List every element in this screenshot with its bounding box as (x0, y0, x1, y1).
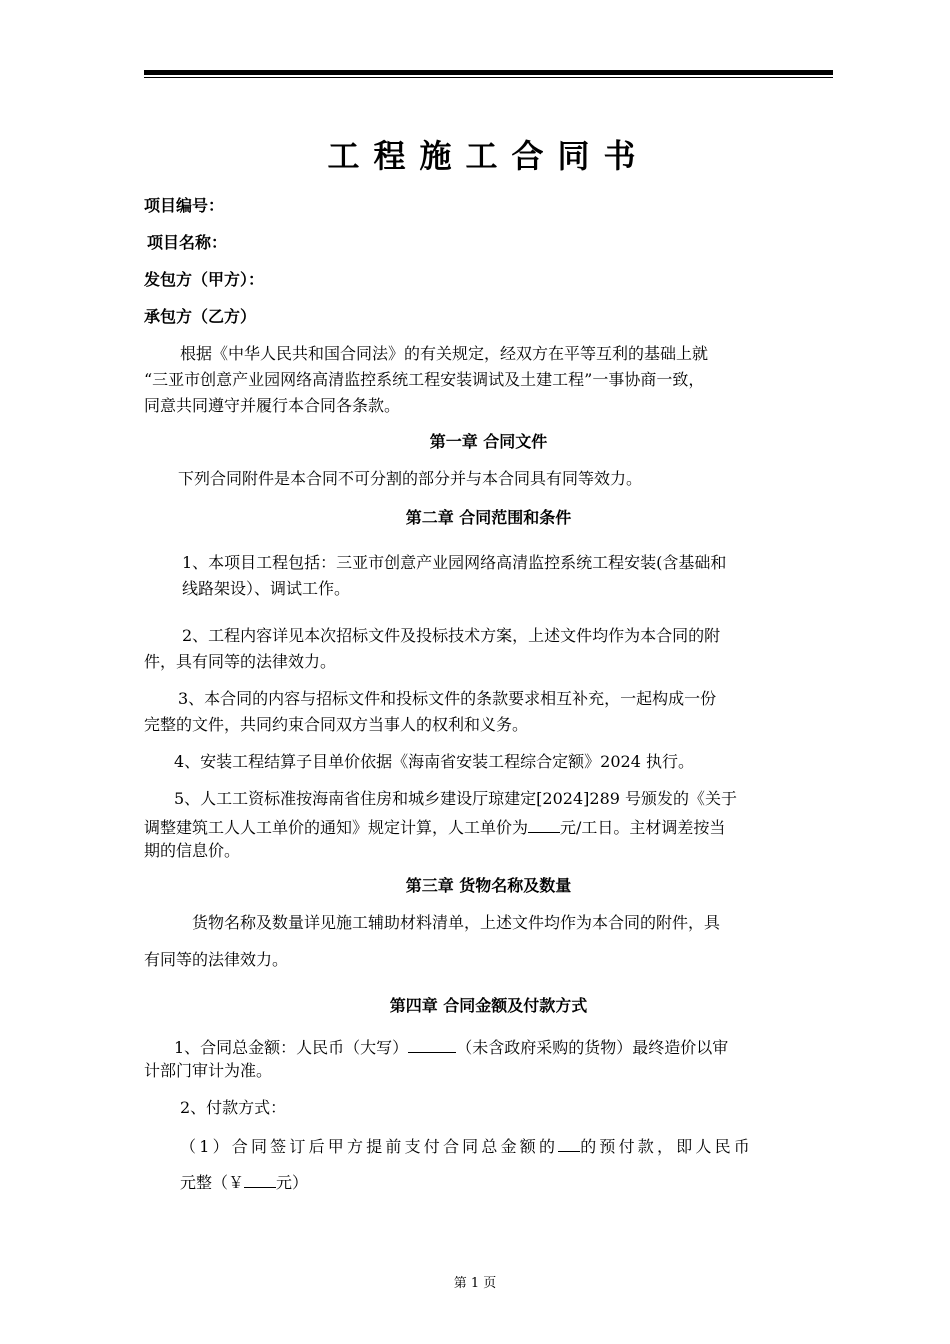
field-party-a: 发包方（甲方）： (144, 270, 265, 289)
document-title: 工程施工合同书 (327, 137, 650, 175)
ch4-sub-1-part-a: （1）合同签订后甲方提前支付合同总金额的 (180, 1137, 559, 1156)
field-project-no: 项目编号： (144, 196, 225, 215)
ch2-item-4: 4、安装工程结算子目单价依据《海南省安装工程综合定额》2024 执行。 (174, 752, 694, 771)
ch4-item-2: 2、付款方式： (180, 1098, 287, 1117)
ch2-item-5-line-2-part-a: 调整建筑工人人工单价的通知》规定计算，人工单价为 (144, 818, 529, 837)
ch4-sub-1-part-b: 的预付款，即人民币 (580, 1137, 753, 1156)
ch3-line-1: 货物名称及数量详见施工辅助材料清单，上述文件均作为本合同的附件，具 (192, 913, 721, 932)
advance-percent-blank (558, 1134, 580, 1152)
intro-line-3: 同意共同遵守并履行本合同各条款。 (144, 396, 401, 415)
advance-amount-blank (244, 1170, 276, 1188)
ch4-item-1-line-1 (174, 1035, 728, 1058)
ch2-item-1-line-2: 线路架设）、调试工作。 (182, 579, 351, 598)
ch2-item-2-line-2: 件，具有同等的法律效力。 (144, 652, 337, 671)
ch2-item-5-line-1: 5、人工工资标准按海南省住房和城乡建设厅琼建定[2024]289 号颁发的《关于 (174, 789, 738, 808)
chapter-3-heading: 第三章 货物名称及数量 (405, 876, 572, 895)
ch2-item-5-line-2 (144, 815, 725, 838)
ch4-item-1-part-a: 1、合同总金额：人民币（大写） (174, 1038, 409, 1057)
ch2-item-3-line-2: 完整的文件，共同约束合同双方当事人的权利和义务。 (144, 715, 529, 734)
field-party-b: 承包方（乙方） (144, 307, 257, 326)
ch2-item-5-line-3: 期的信息价。 (144, 841, 241, 860)
ch2-item-1-line-1: 1、本项目工程包括：三亚市创意产业园网络高清监控系统工程安装(含基础和 (182, 553, 727, 572)
chapter-1-heading: 第一章 合同文件 (429, 432, 548, 451)
intro-line-2: “三亚市创意产业园网络高清监控系统工程安装调试及土建工程”一事协商一致， (144, 370, 705, 389)
ch4-sub-1-line-1 (180, 1134, 753, 1157)
chapter-4-heading: 第四章 合同金额及付款方式 (389, 996, 588, 1015)
field-project-name: 项目名称： (147, 233, 228, 252)
chapter-1-text: 下列合同附件是本合同不可分割的部分并与本合同具有同等效力。 (178, 469, 643, 488)
ch2-item-5-line-2-part-b: 元/工日。主材调差按当 (560, 818, 726, 837)
header-rule-thick (144, 70, 833, 75)
header-rule-thin (144, 77, 833, 78)
chapter-2-heading: 第二章 合同范围和条件 (405, 508, 572, 527)
ch4-sub-1-line-2-part-b: 元） (276, 1173, 309, 1192)
intro-line-1: 根据《中华人民共和国合同法》的有关规定，经双方在平等互利的基础上就 (180, 344, 709, 363)
ch4-sub-1-line-2 (180, 1170, 308, 1193)
labor-price-blank (528, 815, 560, 833)
ch4-item-1-part-b: （未含政府采购的货物）最终造价以审 (456, 1038, 729, 1057)
ch4-item-1-line-2: 计部门审计为准。 (144, 1061, 273, 1080)
total-amount-blank (408, 1035, 456, 1053)
ch2-item-3-line-1: 3、本合同的内容与招标文件和投标文件的条款要求相互补充，一起构成一份 (178, 689, 717, 708)
ch3-line-2: 有同等的法律效力。 (144, 950, 289, 969)
page-number: 第 1 页 (453, 1276, 497, 1291)
ch2-item-2-line-1: 2、工程内容详见本次招标文件及投标技术方案，上述文件均作为本合同的附 (182, 626, 721, 645)
ch4-sub-1-line-2-part-a: 元整（￥ (180, 1173, 245, 1192)
